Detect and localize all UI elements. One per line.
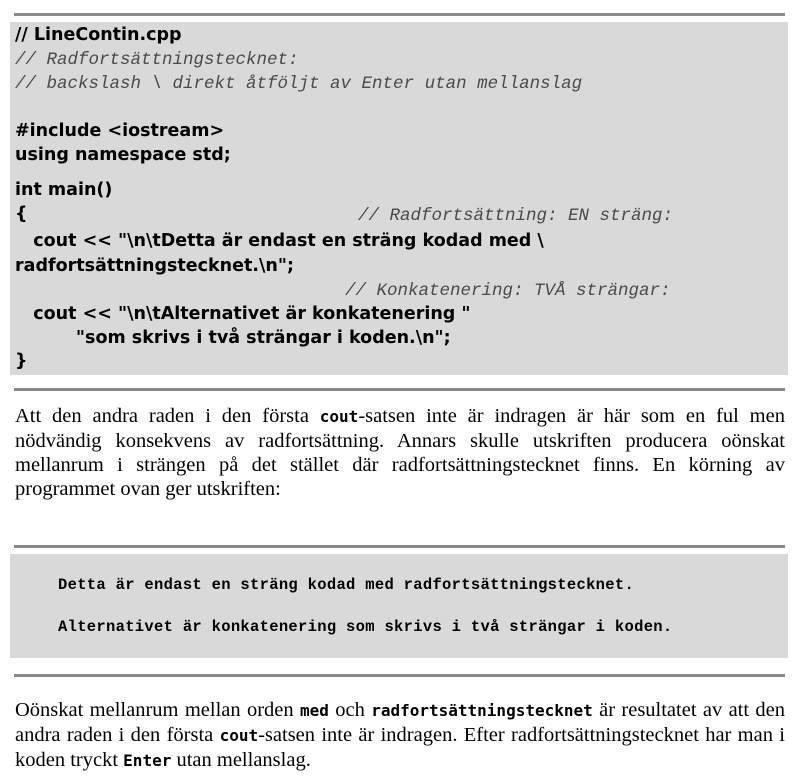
output-top-rule — [14, 545, 785, 548]
code-line-main — [15, 178, 112, 202]
code-text: "som skrivs i två strängar i koden.\n"; — [15, 328, 451, 348]
inline-code: Enter — [123, 751, 172, 770]
inline-code: cout — [319, 407, 359, 426]
text: Att den andra raden i den första — [15, 405, 320, 427]
code-line-cout-2-cont — [15, 326, 451, 350]
code-text: int main() — [15, 180, 113, 200]
text: -satsen inte är indragen. Efter radfortsättningstecknet har man i koden tryckt — [15, 724, 785, 771]
code-text: radfortsättningstecknet.\n"; — [15, 256, 294, 276]
program-output-line: Alternativet är konkatenering som skrivs i två strängar i koden. — [58, 618, 673, 636]
code-line-open-brace — [15, 202, 27, 226]
code-text: using namespace std; — [15, 145, 231, 165]
inline-code: cout — [219, 726, 259, 745]
code-comment: // Radfortsättning: EN sträng: — [358, 206, 674, 226]
code-line-cout-1 — [15, 229, 544, 253]
inline-code: med — [300, 701, 329, 720]
code-line-using — [15, 143, 231, 167]
top-rule — [14, 13, 785, 16]
code-text: #include <iostream> — [15, 121, 225, 141]
code-line-filename — [15, 23, 182, 47]
text: utan mellanslag. — [171, 749, 311, 771]
code-text: } — [15, 351, 28, 371]
code-text: { — [15, 204, 28, 224]
text: Oönskat mellanrum mellan orden — [15, 699, 300, 721]
code-text: cout << "\n\tAlternativet är konkatenering " — [15, 304, 471, 324]
code-line-comment — [345, 278, 671, 302]
code-line-comment — [358, 203, 673, 227]
code-comment: // Konkatenering: TVÅ strängar: — [345, 281, 671, 301]
text: -satsen inte är indragen är här som en ful men nödvändig konsekvens av radfortsättning. Annars skulle utskriften producera oönskat mellanrum i strängen på det stället där radfortsättningstecknet finns. En körning av programmet ovan ger utskriften: — [15, 405, 785, 500]
paragraph-explanation — [15, 404, 785, 501]
code-text: cout << "\n\tDetta är endast en sträng kodad med \ — [15, 231, 544, 251]
code-line-close-brace — [15, 349, 27, 373]
inline-code: radfortsättningstecknet — [371, 701, 593, 720]
program-output-box — [10, 554, 788, 658]
text: och — [328, 699, 372, 721]
code-line-continuation — [15, 254, 294, 278]
code-comment: // Radfortsättningstecknet: — [15, 50, 299, 70]
code-line-include — [15, 119, 224, 143]
code-line-cout-2 — [15, 302, 471, 326]
paragraph-conclusion — [15, 698, 785, 773]
code-line-comment — [15, 71, 582, 95]
code-line-comment — [15, 47, 299, 71]
output-bottom-rule — [14, 674, 785, 677]
text: är resultatet av att den andra raden i den första — [15, 699, 786, 746]
program-output-line: Detta är endast en sträng kodad med radfortsättningstecknet. — [58, 576, 635, 594]
code-bottom-rule — [14, 388, 785, 391]
code-comment: // backslash \ direkt åtföljt av Enter utan mellanslag — [15, 74, 583, 94]
code-text: // LineContin.cpp — [15, 25, 182, 45]
